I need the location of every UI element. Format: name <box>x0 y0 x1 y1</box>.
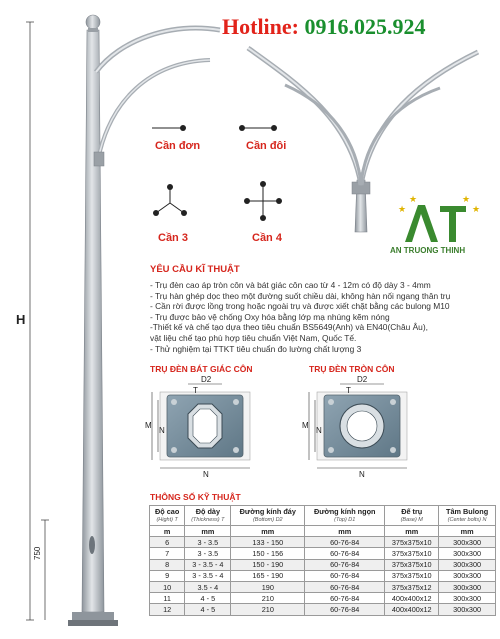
svg-text:★: ★ <box>472 205 481 215</box>
table-cell: 3.5 - 4 <box>185 581 231 592</box>
table-cell: 400x400x12 <box>385 593 439 604</box>
requirement-item: - Cần rời được lồng trong hoặc ngoài trụ và được xiết chặt bằng các bulong M10 <box>150 301 450 312</box>
hotline-number[interactable]: 0916.025.924 <box>304 14 426 39</box>
table-cell: 60-76-84 <box>305 548 385 559</box>
dim-n-round-side: N <box>316 426 322 435</box>
hotline-label: Hotline: <box>222 14 299 39</box>
table-row <box>150 604 496 615</box>
table-cell: 8 <box>150 559 185 570</box>
height-label: H <box>16 312 26 327</box>
table-cell: 9 <box>150 570 185 581</box>
company-logo <box>398 195 480 242</box>
requirement-item: - Trụ hàn ghép dọc theo một đường suốt chiều dài, không hàn nối ngang thân trụ <box>150 290 451 301</box>
table-cell: 11 <box>150 593 185 604</box>
spec-unit: m <box>150 526 185 537</box>
svg-text:★: ★ <box>398 205 407 215</box>
table-cell: 300x300 <box>439 570 496 581</box>
table-cell: 12 <box>150 604 185 615</box>
triple-arm-icon <box>150 183 190 223</box>
base-title-round: TRỤ ĐÈN TRÒN CÔN <box>309 364 395 374</box>
requirement-item: - Trụ đèn cao áp tròn côn và bát giác côn cao từ 4 - 12m có độ dày 3 - 4mm <box>150 280 431 290</box>
arm-label-single: Cần đơn <box>155 140 201 152</box>
table-cell: 60-76-84 <box>305 570 385 581</box>
table-cell: 300x300 <box>439 581 496 592</box>
table-row <box>150 537 496 548</box>
requirement-item: -Thiết kế và chế tạo dựa theo tiêu chuẩn BS5649(Anh) và EN40(Châu Âu), <box>150 322 428 333</box>
single-arm-icon <box>150 120 190 136</box>
dim-d2-octagonal: D2 <box>201 375 212 384</box>
table-cell: 165 - 190 <box>231 570 305 581</box>
svg-text:★: ★ <box>462 195 471 205</box>
requirements-list <box>150 280 490 354</box>
table-cell: 300x300 <box>439 537 496 548</box>
table-cell: 190 <box>231 581 305 592</box>
table-cell: 150 - 156 <box>231 548 305 559</box>
table-cell: 3 - 3.5 - 4 <box>185 570 231 581</box>
base-height-label: 750 <box>33 546 42 560</box>
table-cell: 60-76-84 <box>305 604 385 615</box>
spec-unit: mm <box>439 526 496 537</box>
table-cell: 4 - 5 <box>185 604 231 615</box>
requirement-item: - Thử nghiệm tại TTKT tiêu chuẩn đo lường chất lượng 3 <box>150 343 362 354</box>
spec-table <box>149 505 496 616</box>
requirement-item: - Trụ được bảo vệ chống Oxy hóa bằng lớp mạ nhúng kẽm nóng <box>150 311 390 322</box>
table-cell: 300x300 <box>439 593 496 604</box>
spec-header-row <box>150 506 496 526</box>
table-cell: 210 <box>231 604 305 615</box>
table-cell: 300x300 <box>439 604 496 615</box>
dim-m-octagonal: M <box>145 421 152 430</box>
spec-header: Tâm Bulong (Center bolts) N <box>439 506 496 526</box>
quad-arm-icon <box>243 180 283 224</box>
table-row <box>150 593 496 604</box>
table-cell: 210 <box>231 593 305 604</box>
table-row <box>150 570 496 581</box>
spec-header: Độ dày (Thickness) T <box>185 506 231 526</box>
table-cell: 60-76-84 <box>305 559 385 570</box>
spec-header: Đường kính ngọn (Top) D1 <box>305 506 385 526</box>
table-cell: 300x300 <box>439 548 496 559</box>
spec-title: THÔNG SỐ KỸ THUẬT <box>150 492 241 502</box>
dim-n-octagonal-side: N <box>159 426 165 435</box>
table-cell: 3 - 3.5 <box>185 537 231 548</box>
table-row <box>150 581 496 592</box>
dim-m-round: M <box>302 421 309 430</box>
table-row <box>150 559 496 570</box>
spec-unit: mm <box>385 526 439 537</box>
double-arm-icon <box>238 120 278 136</box>
base-title-octagonal: TRỤ ĐÈN BÁT GIÁC CÔN <box>150 364 253 374</box>
dim-t-round: T <box>346 386 351 395</box>
spec-unit: mm <box>305 526 385 537</box>
table-cell: 300x300 <box>439 559 496 570</box>
table-cell: 60-76-84 <box>305 581 385 592</box>
dim-n-round: N <box>359 470 365 479</box>
table-cell: 4 - 5 <box>185 593 231 604</box>
dim-d2-round: D2 <box>357 375 368 384</box>
table-cell: 6 <box>150 537 185 548</box>
spec-header: Đế trụ (Base) M <box>385 506 439 526</box>
base-diagram-round <box>309 384 407 468</box>
table-cell: 375x375x10 <box>385 537 439 548</box>
arm-label-quad: Cần 4 <box>252 232 282 244</box>
base-diagram-octagonal <box>152 384 250 468</box>
logo-text: AN TRUONG THINH <box>390 246 466 255</box>
spec-unit-row <box>150 526 496 537</box>
table-cell: 7 <box>150 548 185 559</box>
dim-n-octagonal: N <box>203 470 209 479</box>
table-cell: 375x375x10 <box>385 559 439 570</box>
dim-t-octagonal: T <box>193 386 198 395</box>
table-cell: 3 - 3.5 - 4 <box>185 559 231 570</box>
arm-label-triple: Cần 3 <box>158 232 188 244</box>
requirements-title: YÊU CẦU KĨ THUẬT <box>150 264 240 275</box>
table-cell: 400x400x12 <box>385 604 439 615</box>
table-cell: 375x375x10 <box>385 548 439 559</box>
table-cell: 133 - 150 <box>231 537 305 548</box>
requirement-item: vật liệu chế tạo phù hợp tiêu chuẩn Việt Nam, Quốc Tế. <box>150 332 357 343</box>
spec-header: Độ cao (Hight) T <box>150 506 185 526</box>
table-cell: 150 - 190 <box>231 559 305 570</box>
table-cell: 60-76-84 <box>305 537 385 548</box>
table-cell: 10 <box>150 581 185 592</box>
spec-unit: mm <box>231 526 305 537</box>
arm-label-double: Cần đôi <box>246 140 287 152</box>
spec-unit: mm <box>185 526 231 537</box>
spec-header: Đường kính đáy (Bottom) D2 <box>231 506 305 526</box>
table-cell: 375x375x10 <box>385 570 439 581</box>
table-cell: 60-76-84 <box>305 593 385 604</box>
svg-text:★: ★ <box>409 195 418 205</box>
table-cell: 375x375x12 <box>385 581 439 592</box>
table-cell: 3 - 3.5 <box>185 548 231 559</box>
table-row <box>150 548 496 559</box>
